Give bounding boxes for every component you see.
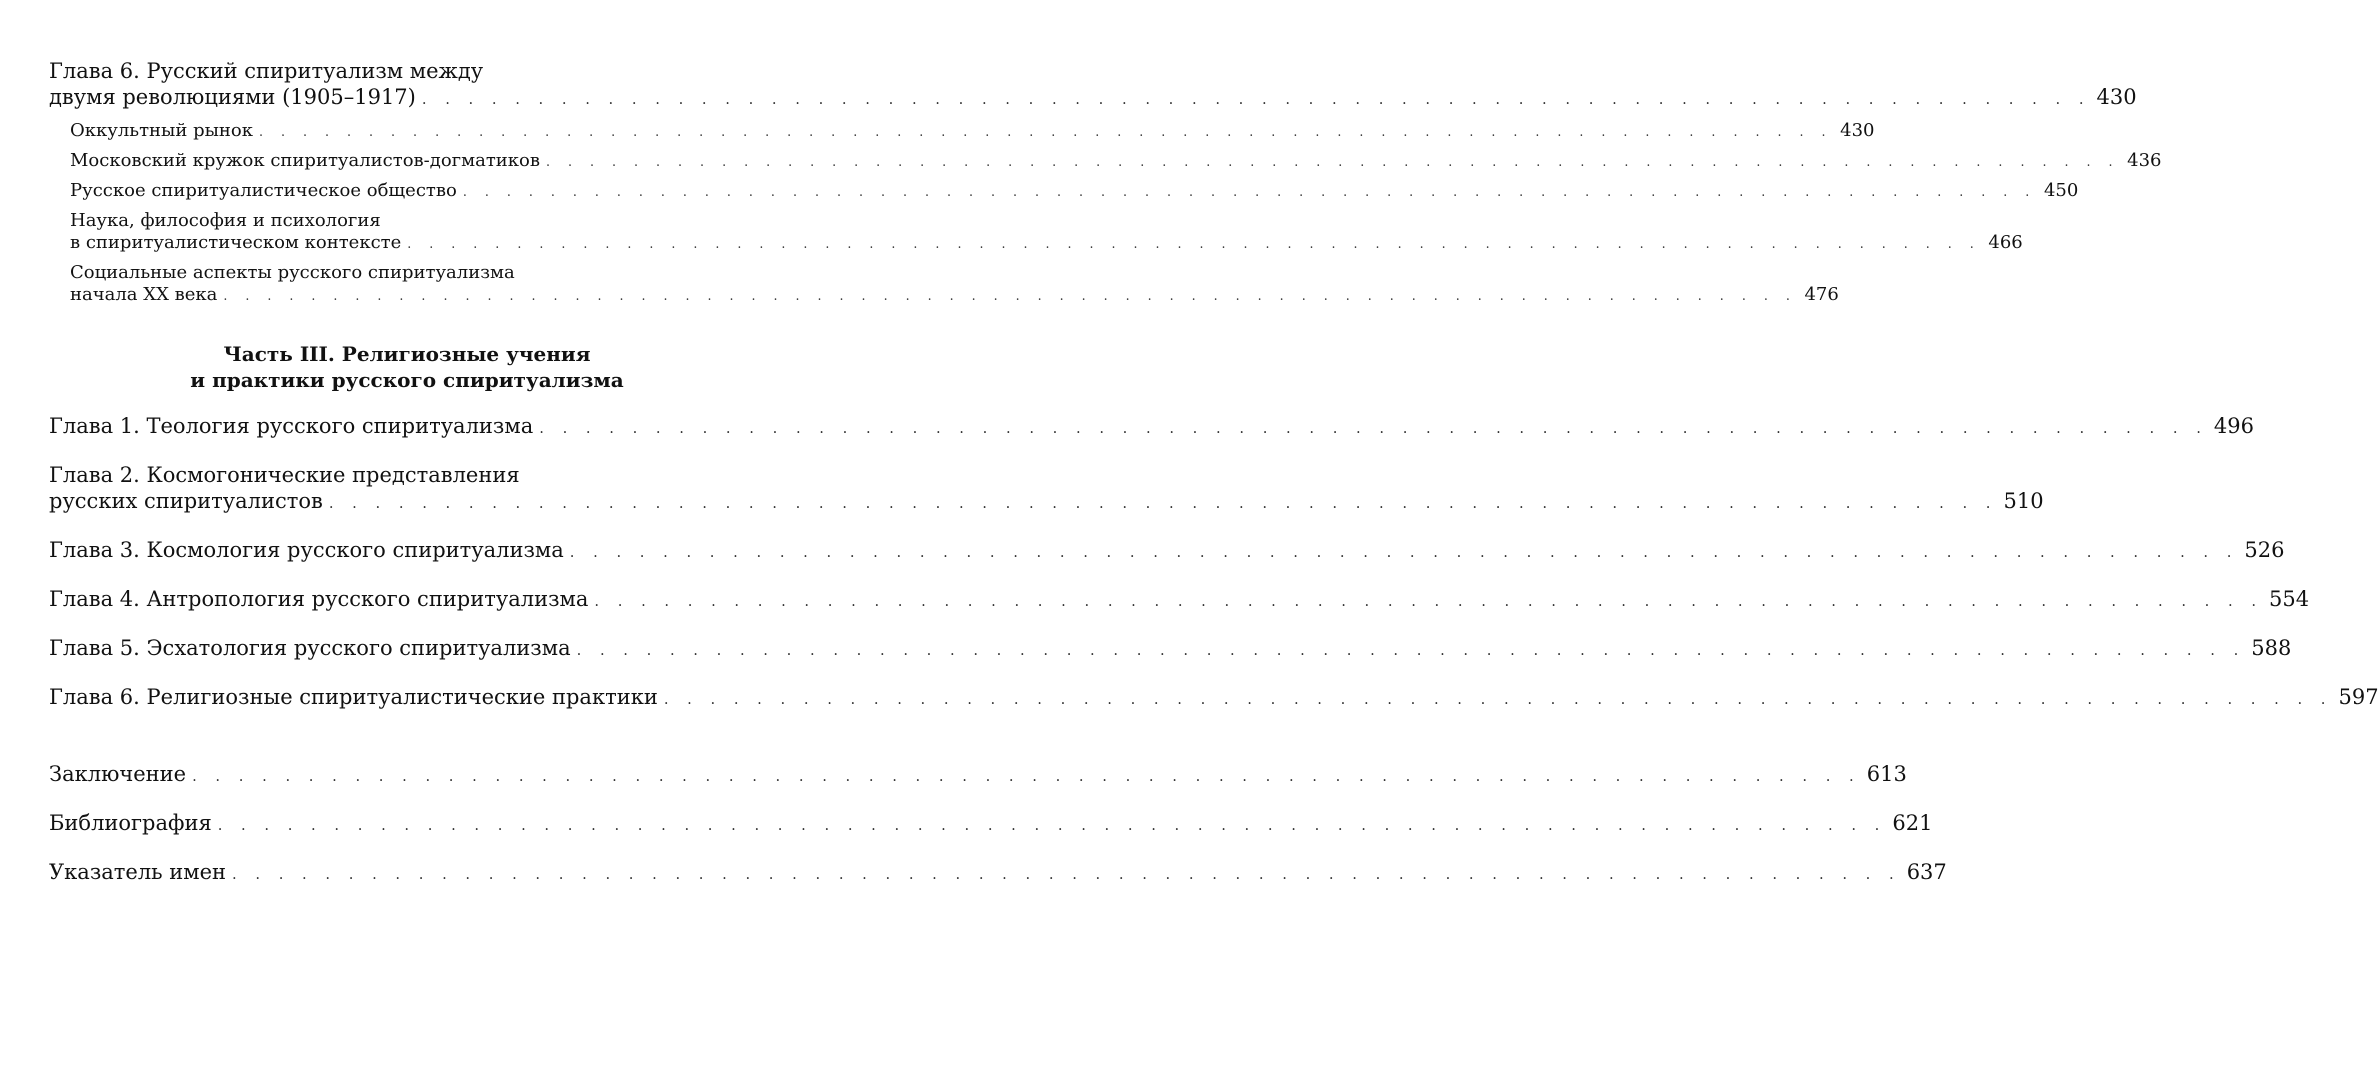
toc-entry-title: Заключение [49, 762, 187, 786]
toc-entry-title: Русское спиритуалистическое общество [70, 180, 457, 201]
toc-entry-eschatology[interactable] [49, 635, 2292, 664]
toc-entry-theology[interactable] [49, 413, 2254, 442]
page-number: 496 [2213, 414, 2254, 438]
toc-entry-bibliography[interactable] [49, 810, 1933, 839]
toc-entry-social-aspects[interactable] [49, 262, 1839, 307]
toc-entry-name-index[interactable] [49, 859, 1947, 888]
toc-entry-title: Глава 5. Эсхатология русского спиритуализма [49, 636, 571, 660]
toc-entry-chapter6-revolutions[interactable] [49, 58, 2137, 113]
dot-leader: . . . . . . . . . . . . . . . . . . . . . . . . . . . . . . . . . . . . . . . . . . . . . . . . . . . . . . . . . . . . . . . . . . . . . . . . [546, 154, 2120, 169]
part3-heading [49, 341, 765, 393]
toc-entry-title-line2: русских спиритуалистов [49, 489, 323, 513]
page-number: 554 [2269, 587, 2310, 611]
toc-entry-title-line1: Социальные аспекты русского спиритуализма [70, 262, 515, 283]
page-number: 597 [2338, 685, 2379, 709]
page-number: 466 [1988, 232, 2023, 253]
dot-leader: . . . . . . . . . . . . . . . . . . . . . . . . . . . . . . . . . . . . . . . . . . . . . . . . . . . . . . . . . . . . . . . . . . . . . . . . [663, 691, 2333, 708]
toc-entry-title-line2: двумя революциями (1905–1917) [49, 85, 416, 109]
dot-leader: . . . . . . . . . . . . . . . . . . . . . . . . . . . . . . . . . . . . . . . . . . . . . . . . . . . . . . . . . . . . . . . . . . . . . . . . [569, 544, 2239, 561]
dot-leader: . . . . . . . . . . . . . . . . . . . . . . . . . . . . . . . . . . . . . . . . . . . . . . . . . . . . . . . . . . . . . . . . . . . . . . . . [223, 288, 1797, 303]
page-number: 450 [2043, 180, 2079, 201]
toc-entry-title: Глава 3. Космология русского спиритуализма [49, 538, 564, 562]
toc-entry-title-line1: Глава 6. Русский спиритуализм между [49, 59, 484, 83]
toc-entry-title-line1: Глава 2. Космогонические представления [49, 463, 520, 487]
page-number: 510 [2003, 489, 2044, 513]
toc-entry-practices[interactable] [49, 684, 2379, 713]
toc-entry-anthropology[interactable] [49, 586, 2310, 615]
dot-leader: . . . . . . . . . . . . . . . . . . . . . . . . . . . . . . . . . . . . . . . . . . . . . . . . . . . . . . . . . . . . . . . . . . . . . . . . [421, 91, 2091, 108]
toc-entry-title: Оккультный рынок [70, 120, 254, 141]
page-number: 526 [2244, 538, 2285, 562]
dot-leader: . . . . . . . . . . . . . . . . . . . . . . . . . . . . . . . . . . . . . . . . . . . . . . . . . . . . . . . . . . . . . . . . . . . . . . . . [594, 593, 2264, 610]
toc-entry-title-line1: Наука, философия и психология [70, 210, 381, 231]
toc-entry-science-philosophy[interactable] [49, 210, 2023, 255]
toc-entry-cosmogony[interactable] [49, 462, 2044, 517]
dot-leader: . . . . . . . . . . . . . . . . . . . . . . . . . . . . . . . . . . . . . . . . . . . . . . . . . . . . . . . . . . . . . . . . . . . . . . . . [259, 124, 1833, 139]
dot-leader: . . . . . . . . . . . . . . . . . . . . . . . . . . . . . . . . . . . . . . . . . . . . . . . . . . . . . . . . . . . . . . . . . . . . . . . . [328, 495, 1998, 512]
toc-entry-cosmology[interactable] [49, 537, 2285, 566]
dot-leader: . . . . . . . . . . . . . . . . . . . . . . . . . . . . . . . . . . . . . . . . . . . . . . . . . . . . . . . . . . . . . . . . . . . . . . . . [192, 768, 1861, 785]
toc-entry-title: Глава 1. Теология русского спиритуализма [49, 414, 534, 438]
toc-entry-title-line2: начала XX века [70, 284, 218, 305]
dot-leader: . . . . . . . . . . . . . . . . . . . . . . . . . . . . . . . . . . . . . . . . . . . . . . . . . . . . . . . . . . . . . . . . . . . . . . . . [217, 817, 1887, 834]
toc-entry-title: Московский кружок спиритуалистов-догматиков [70, 150, 541, 171]
toc-entry-title: Указатель имен [49, 860, 227, 884]
part3-heading-line2: и практики русского спиритуализма [190, 368, 624, 392]
page-number: 430 [1840, 120, 1875, 141]
dot-leader: . . . . . . . . . . . . . . . . . . . . . . . . . . . . . . . . . . . . . . . . . . . . . . . . . . . . . . . . . . . . . . . . . . . . . . . . [462, 184, 2037, 199]
part3-heading-line1: Часть III. Религиозные учения [223, 342, 591, 366]
toc-entry-conclusion[interactable] [49, 761, 1907, 790]
dot-leader: . . . . . . . . . . . . . . . . . . . . . . . . . . . . . . . . . . . . . . . . . . . . . . . . . . . . . . . . . . . . . . . . . . . . . . . . [232, 866, 1901, 883]
page-number: 588 [2251, 636, 2292, 660]
toc-entry-title-line2: в спиритуалистическом контексте [70, 232, 402, 253]
toc-entry-title: Глава 4. Антропология русского спиритуализма [49, 587, 589, 611]
page-number: 476 [1804, 284, 1839, 305]
dot-leader: . . . . . . . . . . . . . . . . . . . . . . . . . . . . . . . . . . . . . . . . . . . . . . . . . . . . . . . . . . . . . . . . . . . . . . . . [576, 642, 2246, 659]
page-number: 621 [1892, 811, 1933, 835]
page-number: 436 [2127, 150, 2162, 171]
table-of-contents [49, 58, 2379, 888]
page-number: 430 [2096, 85, 2137, 109]
toc-entry-moscow-circle[interactable] [49, 150, 2162, 173]
toc-entry-title: Глава 6. Религиозные спиритуалистические практики [49, 685, 658, 709]
toc-entry-russian-society[interactable] [49, 180, 2079, 203]
page-number: 613 [1866, 762, 1907, 786]
toc-entry-title: Библиография [49, 811, 212, 835]
page-number: 637 [1906, 860, 1947, 884]
dot-leader: . . . . . . . . . . . . . . . . . . . . . . . . . . . . . . . . . . . . . . . . . . . . . . . . . . . . . . . . . . . . . . . . . . . . . . . . [407, 236, 1981, 251]
dot-leader: . . . . . . . . . . . . . . . . . . . . . . . . . . . . . . . . . . . . . . . . . . . . . . . . . . . . . . . . . . . . . . . . . . . . . . . . [539, 420, 2208, 437]
toc-entry-occult-market[interactable] [49, 120, 1875, 143]
